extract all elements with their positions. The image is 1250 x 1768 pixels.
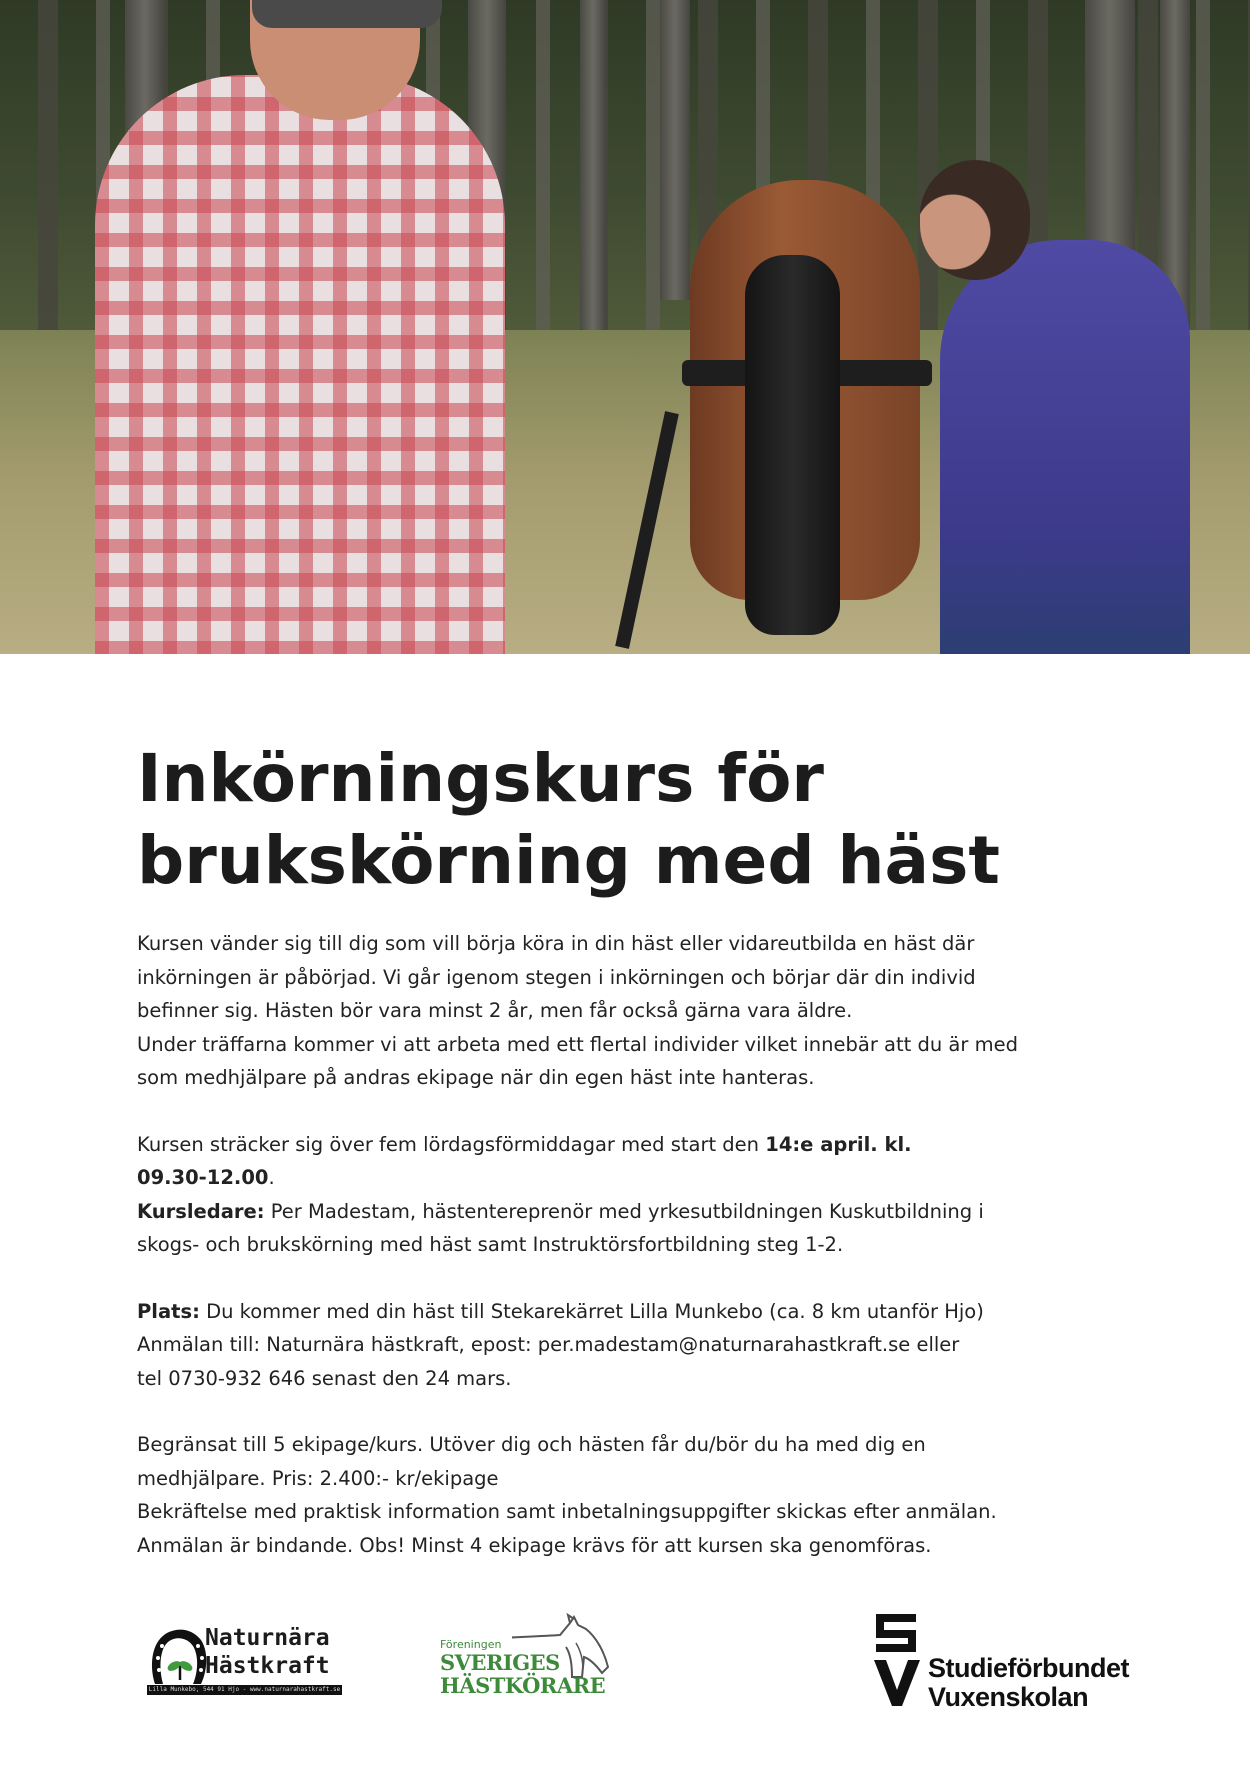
- leader-label: Kursledare:: [137, 1199, 265, 1223]
- naturnara-wordmark: [205, 1624, 330, 1680]
- details-paragraph: [137, 1428, 1097, 1562]
- text-line: medhjälpare. Pris: 2.400:- kr/ekipage: [137, 1466, 499, 1490]
- title-line: Inkörningskurs för: [137, 740, 824, 817]
- sveriges-hastkorare-logo: [432, 1613, 606, 1698]
- logo-line: Vuxenskolan: [928, 1682, 1089, 1712]
- logo-line: Hästkraft: [205, 1653, 330, 1679]
- text-line: Anmälan är bindande. Obs! Minst 4 ekipage krävs för att kursen ska genomföras.: [137, 1533, 932, 1557]
- text-line: Begränsat till 5 ekipage/kurs. Utöver dig och hästen får du/bör du ha med dig en: [137, 1433, 926, 1456]
- hastkorare-line2: HÄSTKÖRARE: [440, 1673, 606, 1698]
- title-line: brukskörning med häst: [137, 822, 1000, 899]
- place-text: Du kommer med din häst till Stekarekärret Lilla Munkebo (ca. 8 km utanför Hjo): [199, 1299, 984, 1323]
- man-figure: [95, 75, 505, 654]
- hero-photo: [0, 0, 1250, 654]
- intro-paragraph: [137, 927, 1097, 1095]
- naturnara-address-strip: Lilla Munkebo, 544 91 Hjo - www.naturnarahastkraft.se: [148, 1686, 341, 1693]
- text-line: som medhjälpare på andras ekipage när din egen häst inte hanteras.: [137, 1066, 815, 1089]
- text-line: tel 0730-932 646 senast den 24 mars.: [137, 1366, 512, 1390]
- tree-trunk: [660, 0, 690, 300]
- text-line: Anmälan till: Naturnära hästkraft, epost: per.madestam@naturnarahastkraft.se eller: [137, 1333, 960, 1356]
- text-line: inkörningen är påbörjad. Vi går igenom stegen i inkörningen och börjar där din individ: [137, 965, 976, 989]
- hastkorare-small: Föreningen: [440, 1638, 502, 1651]
- horseshoe-icon: [147, 1626, 213, 1688]
- start-time: 09.30-12.00: [137, 1166, 269, 1189]
- text-line: Kursen vänder sig till dig som vill börja köra in din häst eller vidareutbilda en häst där: [137, 932, 975, 955]
- woman-head: [920, 160, 1030, 280]
- text-line: [137, 1295, 1097, 1329]
- naturnara-hastkraft-logo: [147, 1622, 347, 1697]
- text-line: Bekräftelse med praktisk information samt inbetalningsuppgifter skickas efter anmälan.: [137, 1500, 997, 1523]
- leader-text: Per Madestam, hästentereprenör med yrkesutbildningen Kuskutbildning i: [264, 1199, 984, 1223]
- text-line: befinner sig. Hästen bör vara minst 2 år, men får också gärna vara äldre.: [137, 999, 853, 1022]
- page-title: [137, 738, 1137, 902]
- woman-figure: [940, 240, 1190, 654]
- body-text: [137, 927, 1097, 1562]
- text-line: [137, 1195, 1097, 1229]
- tree-trunk: [580, 0, 606, 330]
- place-paragraph: [137, 1295, 1097, 1396]
- text-line: [137, 1161, 1097, 1195]
- vuxenskolan-wordmark: [928, 1654, 1129, 1712]
- man-cap: [252, 0, 442, 28]
- place-label: Plats:: [137, 1299, 200, 1323]
- text-line: Under träffarna kommer vi att arbeta med ett flertal individer vilket innebär att du är med: [137, 1032, 1018, 1056]
- schedule-text: Kursen sträcker sig över fem lördagsförmiddagar med start den: [137, 1132, 766, 1156]
- hastkorare-line1: SVERIGES: [440, 1650, 560, 1675]
- start-date: 14:e april. kl.: [765, 1132, 912, 1156]
- vuxenskolan-logo: [870, 1610, 1190, 1710]
- text-line: [137, 1128, 1097, 1162]
- text-line: skogs- och brukskörning med häst samt Instruktörsfortbildning steg 1-2.: [137, 1233, 844, 1256]
- sv-monogram-icon: [870, 1610, 925, 1707]
- schedule-suffix: .: [268, 1166, 275, 1189]
- logo-line: Naturnära: [205, 1625, 330, 1651]
- schedule-paragraph: [137, 1128, 1097, 1262]
- logo-line: Studieförbundet: [928, 1653, 1129, 1683]
- horse-tail: [745, 255, 840, 635]
